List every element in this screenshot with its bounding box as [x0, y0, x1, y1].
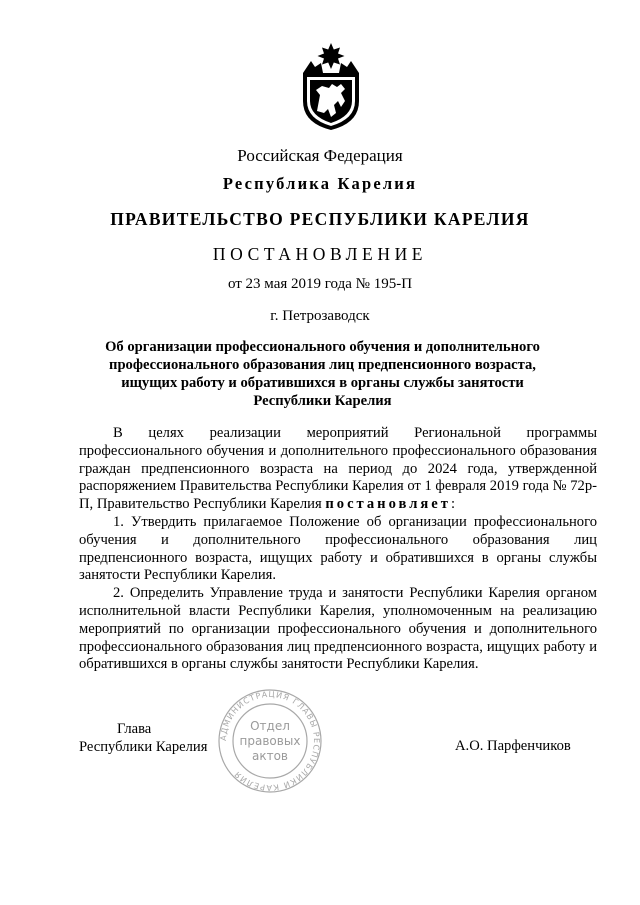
document-type: ПОСТАНОВЛЕНИЕ [212, 244, 428, 264]
government-name: ПРАВИТЕЛЬСТВО РЕСПУБЛИКИ КАРЕЛИЯ [110, 209, 530, 229]
preamble-text: В целях реализации мероприятий Региональной программы профессионального обучения и дополнительного профессионального образования граждан предпенсионного возраста на период до 2024 года, утвержденной распоряжением Правительства Республики Карелия от 1 февраля 2019 года № 72р-П, Правительство Республики Карелия [79, 425, 597, 513]
stamp-icon [208, 687, 332, 795]
republic-name: Республика Карелия [222, 174, 418, 193]
position-line-2: Республики Карелия [79, 739, 208, 755]
stamp-line-1: Отдел [250, 719, 290, 733]
preamble-paragraph [79, 425, 597, 514]
country-name: Российская Федерация [237, 146, 403, 165]
stamp-ring-text: АДМИНИСТРАЦИЯ ГЛАВЫ РЕСПУБЛИКИ КАРЕЛИЯ [218, 689, 322, 793]
item-1-paragraph: 1. Утвердить прилагаемое Положение об организации профессионального обучения и дополнительного профессионального образования лиц предпенсионного возраста, ищущих работу и обратившихся в органы службы занятости Республики Карелия. [79, 513, 597, 584]
item-2-paragraph: 2. Определить Управление труда и занятости Республики Карелия органом исполнительной власти Республики Карелия, уполномоченным на реализацию мероприятий по организации профессионального обучения и дополнительного профессионального образования лиц предпенсионного возраста, ищущих работу и обратившихся в органы службы занятости Республики Карелия. [79, 585, 597, 673]
stamp-line-3: актов [251, 749, 289, 763]
document-body [79, 425, 597, 674]
signatory-position [79, 720, 207, 756]
position-line-1: Глава [117, 721, 152, 737]
preamble-colon: : [450, 496, 456, 513]
signatory-name: А.О. Парфенчиков [455, 738, 571, 754]
city: г. Петрозаводск [270, 308, 370, 324]
karelia-coat-of-arms-icon [301, 43, 361, 131]
date-and-number: от 23 мая 2019 года № 195-П [227, 276, 413, 292]
stamp-line-2: правовых [239, 734, 301, 748]
resolves-word: постановляет [325, 496, 451, 513]
document-title: Об организации профессионального обучения и дополнительного профессионального образования лиц предпенсионного возраста, ищущих работу и обратившихся в органы службы занятости Республики Карелия [105, 339, 540, 409]
